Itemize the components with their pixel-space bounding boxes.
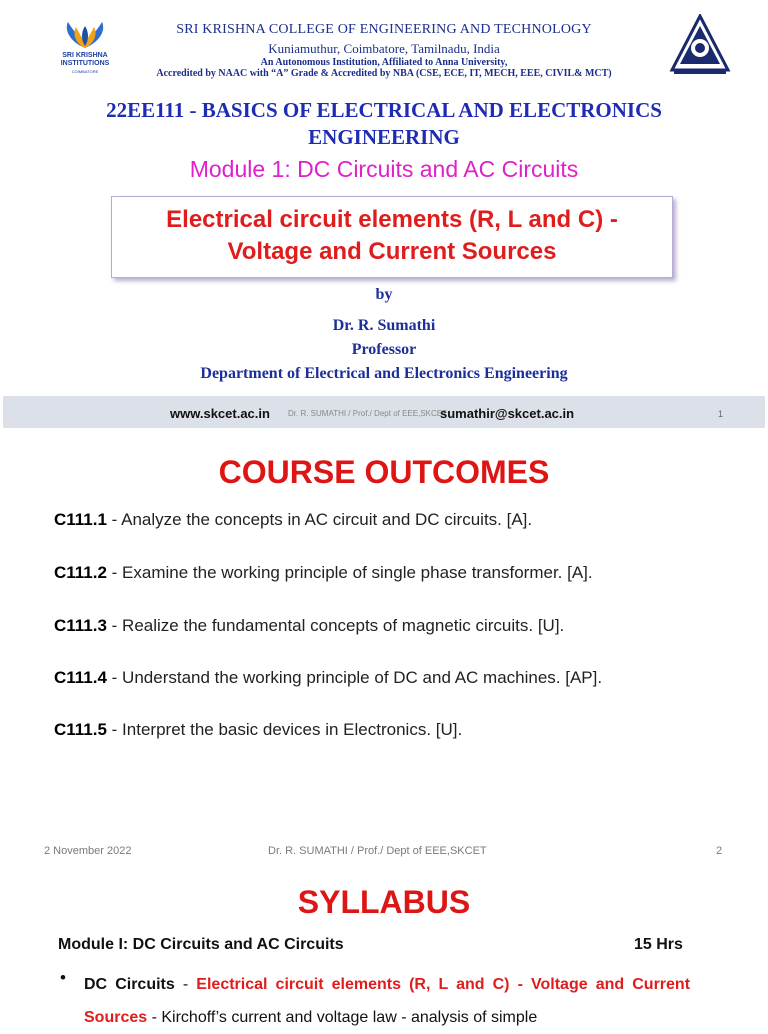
outcome-text: - Realize the fundamental concepts of magnetic circuits. [U]. [106, 616, 565, 635]
module-label: Module I: DC Circuits and AC Circuits [58, 936, 344, 953]
college-location: Kuniamuthur, Coimbatore, Tamilnadu, India [268, 41, 500, 56]
outcome-text: - Interpret the basic devices in Electronics. [U]. [106, 720, 463, 739]
syllabus-item [84, 968, 690, 1034]
author-name: Dr. R. Sumathi [332, 317, 436, 334]
outcome-code: C111.2 [54, 563, 107, 582]
syllabus-sep-2: - [147, 1009, 162, 1026]
slide2-footer-author: Dr. R. SUMATHI / Prof./ Dept of EEE,SKCET [268, 845, 487, 857]
topic-line1: Electrical circuit elements (R, L and C) - [166, 206, 618, 233]
college-name: SRI KRISHNA COLLEGE OF ENGINEERING AND TECHNOLOGY [176, 22, 592, 37]
college-autonomous-line: An Autonomous Institution, Affiliated to Anna University, [260, 57, 508, 68]
outcome-item [54, 668, 602, 688]
topic-line2: Voltage and Current Sources [227, 238, 557, 265]
outcome-code: C111.1 [54, 510, 107, 529]
outcome-item [54, 510, 532, 530]
by-label: by [375, 286, 393, 303]
outcome-item [54, 563, 593, 583]
outcome-code: C111.3 [54, 616, 107, 635]
outcome-item [54, 720, 462, 740]
outcome-item [54, 616, 564, 636]
slide1-page-number: 1 [718, 409, 724, 419]
outcome-code: C111.5 [54, 720, 107, 739]
slide2-page-number: 2 [716, 845, 723, 857]
slide2-footer-date: 2 November 2022 [44, 845, 132, 857]
college-accreditation-line: Accredited by NAAC with “A” Grade & Accredited by NBA (CSE, ECE, IT, MECH, EEE, CIVIL& MCT) [156, 68, 612, 79]
website-link[interactable]: www.skcet.ac.in [170, 406, 270, 421]
outcome-code: C111.4 [54, 668, 107, 687]
topic-title [111, 204, 673, 268]
author-role: Professor [351, 341, 417, 358]
syllabus-item-lead: DC Circuits [84, 976, 175, 993]
outcome-text: - Understand the working principle of DC and AC machines. [AP]. [106, 668, 603, 687]
logo-left-subtext: COIMBATORE [71, 69, 99, 74]
syllabus-bullet: • [60, 968, 66, 987]
outcome-text: - Analyze the concepts in AC circuit and DC circuits. [A]. [106, 510, 533, 529]
outcome-text: - Examine the working principle of single phase transformer. [A]. [106, 563, 593, 582]
syllabus-sep-1: - [174, 976, 197, 993]
syllabus-item-rest: Kirchoff’s current and voltage law - analysis of simple [161, 1009, 538, 1026]
course-outcomes-title: COURSE OUTCOMES [218, 454, 550, 490]
course-code-title [0, 97, 768, 151]
syllabus-item-highlight: Electrical circuit elements (R, L and C) - Voltage and Current Sources [84, 976, 691, 1026]
logo-left-text: SRI KRISHNA INSTITUTIONS [60, 52, 110, 67]
slide1-footer-author: Dr. R. SUMATHI / Prof./ Dept of EEE,SKCET [288, 409, 447, 418]
email-link[interactable]: sumathir@skcet.ac.in [440, 406, 575, 421]
module-hours: 15 Hrs [634, 936, 683, 953]
course-code-line2: ENGINEERING [308, 125, 460, 149]
syllabus-title: SYLLABUS [297, 884, 471, 920]
course-code-line1: 22EE111 - BASICS OF ELECTRICAL AND ELECTRONICS [106, 98, 662, 122]
module-title: Module 1: DC Circuits and AC Circuits [189, 156, 579, 182]
author-department: Department of Electrical and Electronics Engineering [200, 365, 568, 382]
